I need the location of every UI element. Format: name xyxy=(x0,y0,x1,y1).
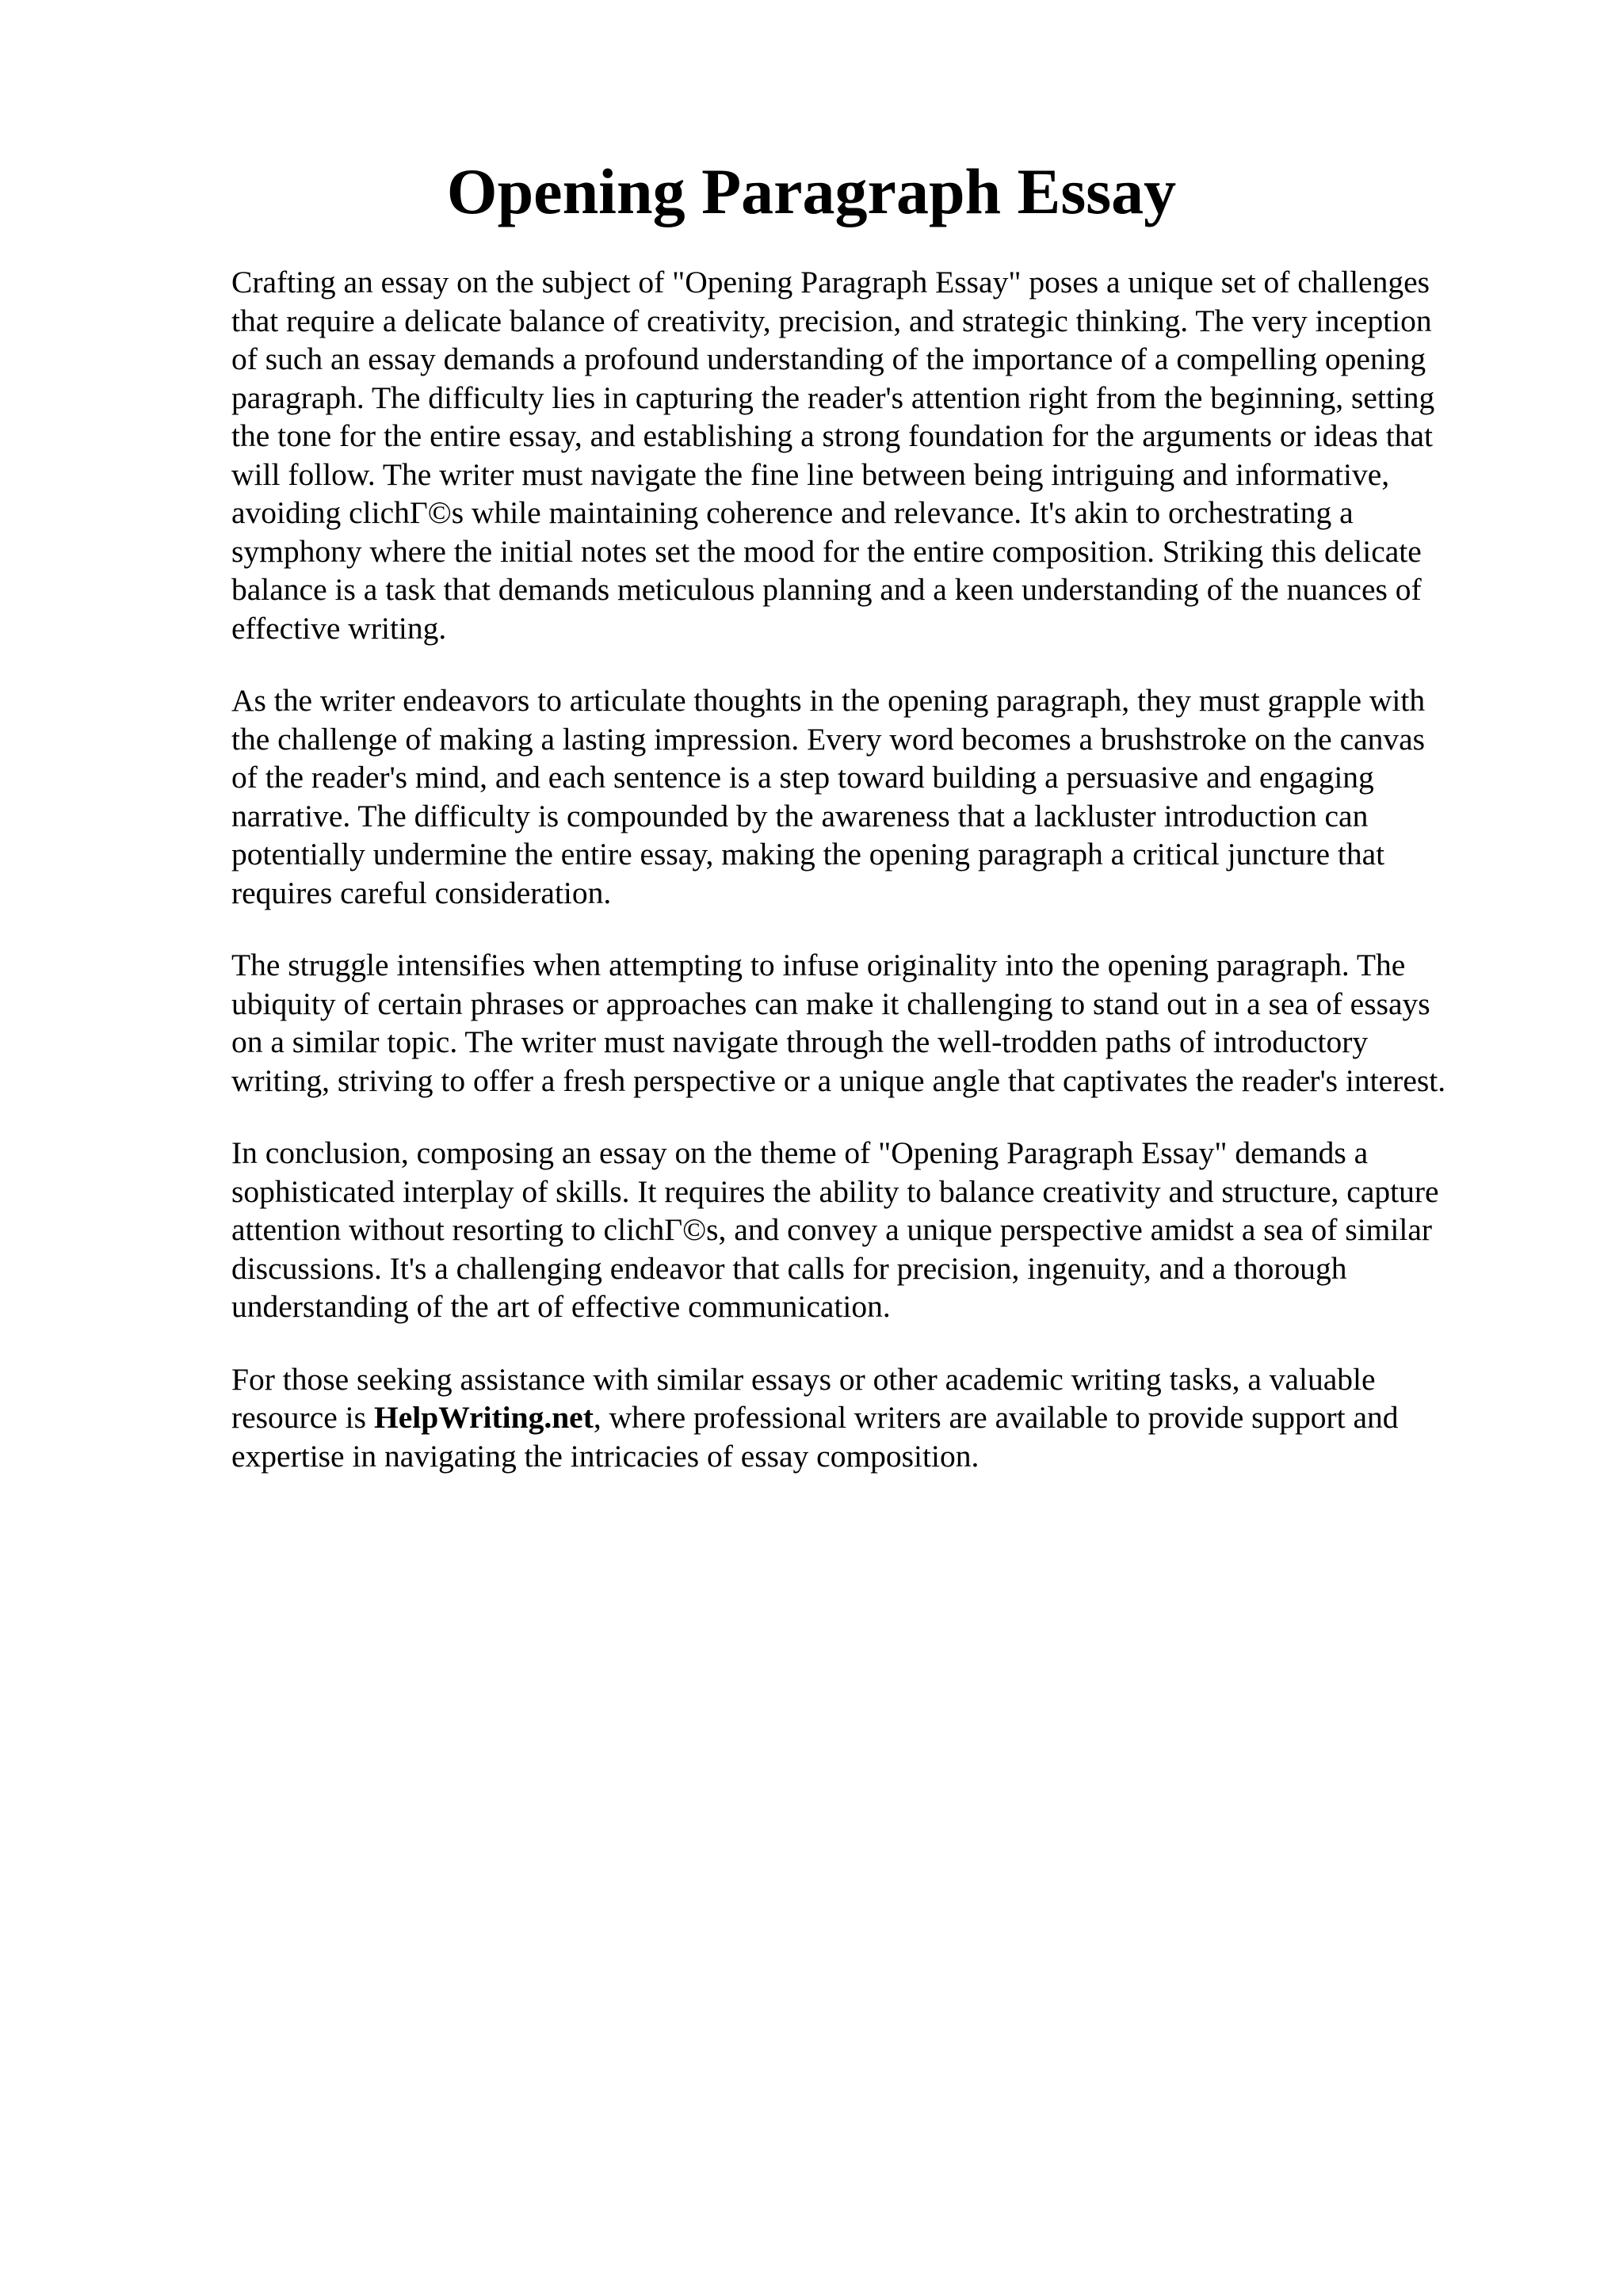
paragraph-line: balance is a task that demands meticulous planning and a keen understanding of the nuances of xyxy=(231,572,1422,607)
paragraph-line: symphony where the initial notes set the mood for the entire composition. Striking this delicate xyxy=(231,533,1422,569)
paragraph-line: avoiding clichΓ©s while maintaining coherence and relevance. It's akin to orchestrating a xyxy=(231,495,1354,530)
helpwriting-link[interactable]: HelpWriting.net xyxy=(374,1400,594,1435)
paragraph-line: discussions. It's a challenging endeavor that calls for precision, ingenuity, and a thorough xyxy=(231,1250,1347,1286)
paragraph-line: attention without resorting to clichΓ©s, and convey a unique perspective amidst a sea of similar xyxy=(231,1212,1433,1247)
paragraph-line: ubiquity of certain phrases or approaches can make it challenging to stand out in a sea of essays xyxy=(231,986,1430,1021)
paragraph-line: expertise in navigating the intricacies of essay composition. xyxy=(231,1438,980,1474)
paragraph-line: paragraph. The difficulty lies in capturing the reader's attention right from the beginning, setting xyxy=(231,379,1435,415)
essay-body xyxy=(231,263,1515,1509)
paragraph-line: Crafting an essay on the subject of "Opening Paragraph Essay" poses a unique set of challenges xyxy=(231,265,1430,299)
paragraph-line: that require a delicate balance of creativity, precision, and strategic thinking. The very inception xyxy=(231,303,1432,338)
paragraph-2 xyxy=(231,681,1515,912)
paragraph-line: understanding of the art of effective communication. xyxy=(231,1289,891,1324)
paragraph-line: of such an essay demands a profound understanding of the importance of a compelling opening xyxy=(231,341,1426,376)
paragraph-line: the tone for the entire essay, and establishing a strong foundation for the arguments or ideas that xyxy=(231,418,1433,453)
paragraph-4 xyxy=(231,1134,1515,1326)
paragraph-1 xyxy=(231,263,1515,647)
paragraph-line: writing, striving to offer a fresh perspective or a unique angle that captivates the reader's interest. xyxy=(231,1062,1446,1098)
paragraph-line: the challenge of making a lasting impression. Every word becomes a brushstroke on the canvas xyxy=(231,721,1426,757)
paragraph-line: The struggle intensifies when attempting to infuse originality into the opening paragraph. The xyxy=(231,948,1406,982)
paragraph-closing xyxy=(231,1360,1515,1476)
paragraph-line: narrative. The difficulty is compounded by the awareness that a lackluster introduction can xyxy=(231,798,1369,833)
page-title: Opening Paragraph Essay xyxy=(446,155,1177,227)
paragraph-line: For those seeking assistance with similar essays or other academic writing tasks, a valuable xyxy=(231,1361,1376,1397)
paragraph-line: will follow. The writer must navigate the fine line between being intriguing and informative, xyxy=(231,456,1390,492)
paragraph-line: of the reader's mind, and each sentence is a step toward building a persuasive and engaging xyxy=(231,760,1374,795)
paragraph-line: In conclusion, composing an essay on the theme of "Opening Paragraph Essay" demands a xyxy=(231,1135,1369,1170)
paragraph-3 xyxy=(231,946,1515,1100)
resource-prefix: resource is xyxy=(231,1400,366,1435)
paragraph-line: As the writer endeavors to articulate thoughts in the opening paragraph, they must grapple with xyxy=(231,683,1426,718)
paragraph-line: on a similar topic. The writer must navigate through the well-trodden paths of introductory xyxy=(231,1024,1369,1059)
resource-suffix: , where professional writers are available to provide support and xyxy=(593,1400,1399,1435)
paragraph-line: effective writing. xyxy=(231,610,447,646)
paragraph-line: potentially undermine the entire essay, making the opening paragraph a critical juncture that xyxy=(231,837,1385,871)
paragraph-line: sophisticated interplay of skills. It requires the ability to balance creativity and structure, capture xyxy=(231,1173,1439,1209)
paragraph-line-with-link xyxy=(231,1398,1515,1437)
paragraph-line: requires careful consideration. xyxy=(231,875,612,910)
